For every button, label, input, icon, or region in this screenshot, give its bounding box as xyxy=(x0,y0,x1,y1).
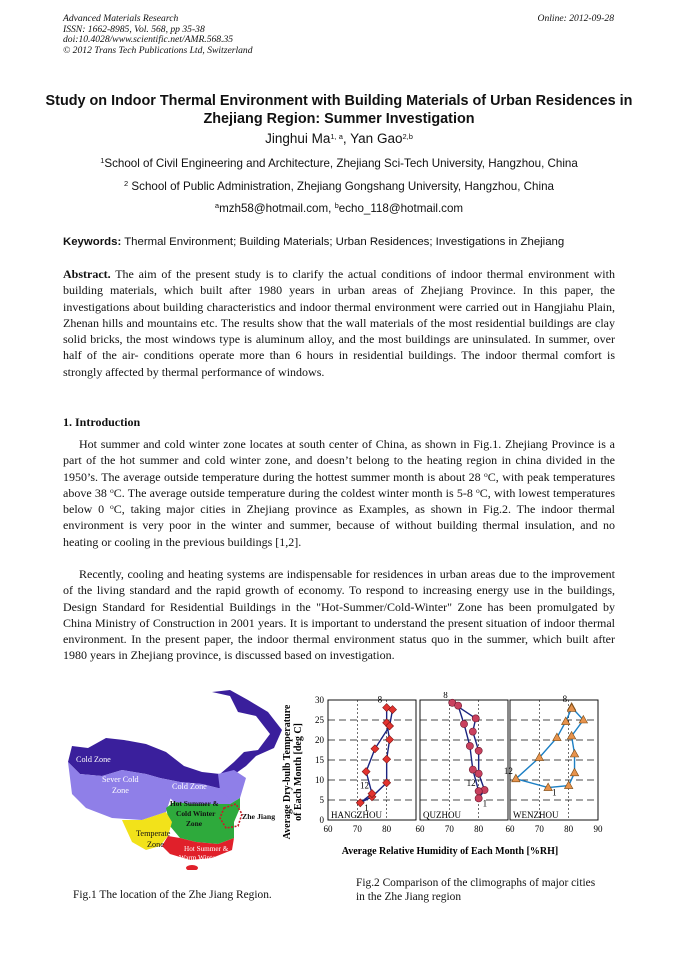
label-hscw-2: Cold Winter xyxy=(176,809,216,818)
label-temperate-1: Temperate xyxy=(136,829,171,838)
x-axis-label: Average Relative Humidity of Each Month [%RH] xyxy=(341,846,559,857)
x-tick-label: 70 xyxy=(444,824,454,834)
data-point xyxy=(475,795,482,802)
data-point xyxy=(383,755,391,763)
author-emails xyxy=(0,202,678,215)
y-tick-label: 20 xyxy=(315,735,324,745)
keywords-text: Thermal Environment; Building Materials; Urban Residences; Investigations in Zhejiang xyxy=(124,236,565,248)
y-tick-label: 10 xyxy=(315,775,324,785)
y-tick-label: 0 xyxy=(319,815,324,825)
label-hsww-1: Hot Summer & xyxy=(184,845,229,853)
x-tick-label: 80 xyxy=(382,824,392,834)
data-point xyxy=(460,720,467,727)
y-axis-label-line-2: of Each Month [deg C] xyxy=(293,723,304,821)
email-2[interactable]: echo_118@hotmail.com xyxy=(338,202,464,215)
panel-city-name: WENZHOU xyxy=(513,810,559,820)
abstract-label: Abstract. xyxy=(63,267,111,281)
affiliation-1-number: 1 xyxy=(100,156,105,165)
paper-title: Study on Indoor Thermal Environment with Building Materials of Urban Residences in Zhejiang Region: Summer Investigation xyxy=(45,93,633,127)
month-label: 12 xyxy=(466,778,476,789)
doi: doi:10.4028/www.scientific.net/AMR.568.35 xyxy=(63,34,234,46)
y-tick-label: 15 xyxy=(315,755,324,765)
paragraph-1: Hot summer and cold winter zone locates at south center of China, as shown in Fig.1. Zhejiang Province is a part of the hot summer and cold winter zone, and doesn’t belong to the heating region in china divided in the 1950’s. The average outside temperature during the hottest summer month is about 28 $^o$C, with peak temperatures above 38 $^o$C. The average outside temperature during the coldest winter month is 5-8 $^o$C, with lowest temperatures below 0 $^o$C, taking major cities in Zhejiang province as Examples, as shown in Fig.2. The indoor thermal environment is very poor in the winter and summer, because of without building thermal insulation, and no heating or cooling in the previous buildings [1,2]. xyxy=(63,437,615,549)
label-cold-zone-2: Cold Zone xyxy=(172,782,207,791)
hainan-island xyxy=(186,865,198,870)
month-label: 1 xyxy=(364,802,369,813)
data-point xyxy=(371,745,379,753)
keywords-label: Keywords: xyxy=(63,236,122,248)
chart-marks xyxy=(331,692,588,820)
y-tick-label: 30 xyxy=(315,695,324,705)
abstract xyxy=(63,266,615,380)
keywords xyxy=(63,236,564,248)
paragraph-2: Recently, cooling and heating systems are indispensable for residences in urban areas due to the improvement of the living standard and the rapid growth of economy. To respond to increasing energy use in the buildings, Design Standard for Residential Buildings in the "Hot-Summer/Cold-Winter" Zone has been promulgated by China Ministry of Construction in 2001 years. It is important to understand the present situation of indoor thermal environment. In the present paper, the indoor thermal environment status quo in the summer, which built after 1980 years in Zhejiang province, is discussed based on investigation. xyxy=(63,567,615,663)
label-temperate-2: Zone xyxy=(147,840,164,849)
month-label: 1 xyxy=(552,787,557,798)
affiliation-2-number: 2 xyxy=(124,179,129,188)
severe-cold-zone xyxy=(68,690,282,788)
issn: ISSN: 1662-8985, Vol. 568, pp 35-38 xyxy=(63,23,205,35)
data-point xyxy=(469,728,476,735)
y-axis-label-line-1: Average Dry-bulb Temperature xyxy=(282,704,293,840)
label-hscw-3: Zone xyxy=(186,819,203,828)
affiliation-2-text: School of Public Administration, Zhejiang Gongshang University, Hangzhou, China xyxy=(131,180,554,193)
data-point xyxy=(455,702,462,709)
affiliation-2 xyxy=(0,180,678,193)
climograph-chart xyxy=(282,692,604,862)
label-hscw-1: Hot Summer & xyxy=(170,799,219,808)
author-1: Jinghui Ma xyxy=(265,131,331,146)
month-label: 12 xyxy=(503,765,513,776)
running-header xyxy=(63,14,253,56)
journal-name: Advanced Materials Research xyxy=(63,13,179,24)
label-zhe-jiang: Zhe Jiang xyxy=(242,812,276,821)
x-tick-label: 60 xyxy=(505,824,515,834)
data-point xyxy=(570,750,578,758)
x-tick-label: 60 xyxy=(323,824,333,834)
email-mark-b: b xyxy=(334,201,339,210)
panel-city-name: HANGZHOU xyxy=(331,810,382,820)
climate-zone-map xyxy=(62,690,287,870)
email-1[interactable]: mzh58@hotmail.com, xyxy=(219,202,335,215)
data-point xyxy=(564,781,572,789)
data-point xyxy=(475,747,482,754)
data-point xyxy=(469,766,476,773)
section-heading: 1. Introduction xyxy=(63,415,141,429)
month-label: 1 xyxy=(482,798,488,809)
email-mark-a: a xyxy=(214,201,220,210)
authors xyxy=(0,131,678,146)
month-label: 12 xyxy=(360,780,369,791)
x-tick-label: 70 xyxy=(352,824,362,834)
y-tick-label: 25 xyxy=(315,715,324,725)
x-tick-label: 80 xyxy=(474,824,484,834)
label-hsww-2: Warm Winter Zone xyxy=(179,854,235,862)
month-label: 8 xyxy=(377,694,383,705)
data-point xyxy=(472,715,479,722)
affiliation-1 xyxy=(0,157,678,170)
author-2-marks: 2,b xyxy=(402,132,413,141)
month-label: 8 xyxy=(443,692,448,700)
y-tick-label: 5 xyxy=(319,795,324,805)
label-severe-cold-1: Sever Cold xyxy=(102,775,139,784)
figure-2-caption: Fig.2 Comparison of the climographs of major cities in the Zhe Jiang region xyxy=(356,877,596,903)
data-point xyxy=(362,768,370,776)
author-1-marks: 1, a xyxy=(330,132,343,141)
figure-1-caption: Fig.1 The location of the Zhe Jiang Region. xyxy=(73,889,272,901)
data-point xyxy=(553,733,561,741)
x-tick-label: 70 xyxy=(534,824,544,834)
online-date: Online: 2012-09-28 xyxy=(537,13,614,24)
panel-city-name: QUZHOU xyxy=(423,810,461,820)
author-separator: , xyxy=(342,131,351,146)
x-tick-label: 80 xyxy=(564,824,574,834)
x-tick-label: 60 xyxy=(415,824,425,834)
copyright: © 2012 Trans Tech Publications Ltd, Switzerland xyxy=(63,44,253,56)
data-point xyxy=(475,788,482,795)
abstract-text: The aim of the present study is to clarify the actual conditions of indoor thermal environment with building materials, which built after 1980 years in urban areas of Zhejiang Province. In this paper, the investigations about building characteristics and indoor thermal environment were carried out in Hangjiahu Plain, Zhenan hills and mountains etc. The results show that the wall materials of the most residential buildings are clay solid bricks, the most windows type is aluminum alloy, and the most buildings are uninsulated. In summer, over half of the air- conditions operate more than 6 hours in residential buildings. The indoor thermal comfort is strongly affected by thermal performance of windows. xyxy=(63,267,615,379)
month-label: 8 xyxy=(562,694,568,705)
x-tick-label: 90 xyxy=(593,824,603,834)
data-point xyxy=(570,768,578,776)
label-cold-zone: Cold Zone xyxy=(76,755,111,764)
data-point xyxy=(466,742,473,749)
author-2: Yan Gao xyxy=(350,131,403,146)
label-severe-cold-2: Zone xyxy=(112,786,129,795)
affiliation-1-text: School of Civil Engineering and Architecture, Zhejiang Sci-Tech University, Hangzhou, China xyxy=(104,157,578,170)
